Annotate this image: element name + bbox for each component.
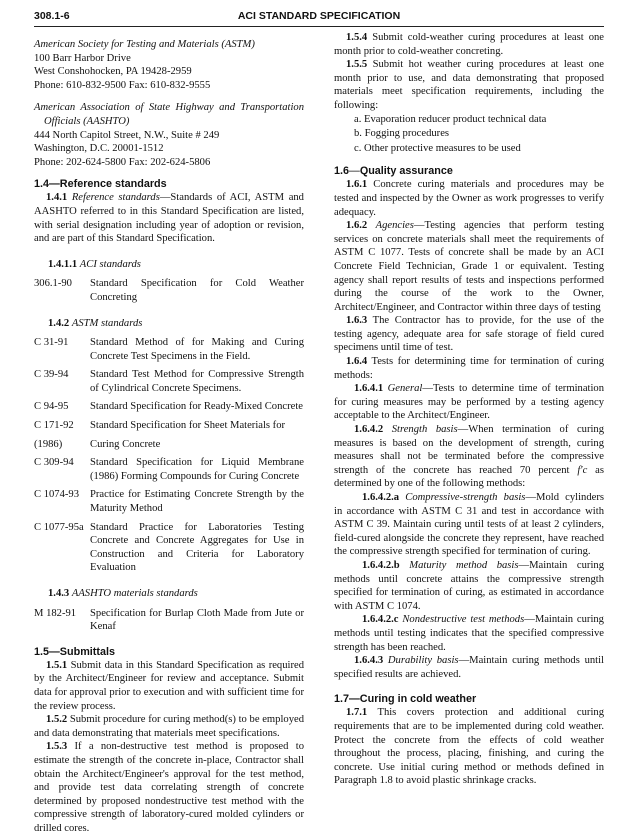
reference-desc: Practice for Estimating Concrete Strength by the Maturity Method — [90, 489, 304, 515]
section-heading-1-7: 1.7—Curing in cold weather — [334, 693, 477, 706]
fc-prime-symbol: f′c — [577, 464, 588, 476]
para-number: 1.5.1 — [46, 659, 68, 671]
address-org: American Association of State Highway and Transportation Officials (AASHTO) — [34, 102, 304, 127]
reference-entry — [34, 438, 304, 452]
paragraph-1-6-1 — [334, 178, 604, 219]
address-line: Washington, D.C. 20001-1512 — [34, 143, 164, 155]
para-text: Concrete curing materials and procedures may be tested and inspected by the Owner as work progresses to verify adequacy. — [334, 179, 604, 218]
paragraph-1-6-4 — [334, 355, 604, 382]
subheading-aci-standards — [48, 258, 304, 272]
reference-desc: Standard Practice for Laboratories Testing Concrete and Concrete Aggregates for Use in Construction and Criteria for Laboratory Evaluation — [90, 521, 304, 574]
reference-desc: Standard Specification for Liquid Membrane (1986) Forming Compounds for Curing Concrete — [90, 457, 304, 482]
paragraph-1-5-3 — [34, 740, 304, 835]
para-number: 1.6.3 — [346, 315, 368, 327]
reference-entry — [34, 400, 304, 414]
para-title: AASHTO materials standards — [71, 588, 198, 599]
reference-entry — [34, 456, 304, 483]
para-text: —Standards of ACI, ASTM and AASHTO referred to in this Standard Specification are listed, with serial designation including year of adoption or revision, and are part of this Standard Specification. — [34, 192, 304, 245]
para-number: 1.6.4.2.a — [362, 492, 400, 503]
para-title: General — [387, 383, 423, 395]
para-number: 1.6.4.2.c — [362, 614, 399, 626]
para-number: 1.4.1.1 — [48, 258, 78, 270]
reference-desc: Specification for Burlap Cloth Made from Jute or Kenaf — [90, 607, 304, 633]
para-number: 1.5.5 — [346, 59, 368, 71]
reference-entry — [34, 488, 304, 515]
reference-entry — [34, 336, 304, 363]
reference-code: M 182-91 — [34, 607, 77, 619]
paragraph-1-4-1 — [34, 191, 304, 245]
paragraph-1-5-5 — [334, 58, 604, 112]
para-title: Maturity method basis — [409, 559, 519, 571]
reference-desc: Standard Specification for Sheet Materials for — [90, 420, 286, 432]
para-text: Submit cold-weather curing procedures at least one month prior to cold-weather concreting. — [334, 32, 604, 57]
paragraph-1-6-3 — [334, 314, 604, 355]
address-astm — [34, 38, 304, 92]
paragraph-1-6-4-2-b — [334, 559, 604, 613]
reference-code: C 39-94 — [34, 369, 69, 381]
paragraph-1-7-1 — [334, 706, 604, 788]
para-title: Nondestructive test methods — [402, 614, 525, 626]
para-number: 1.5.3 — [46, 741, 68, 753]
para-text: The Contractor has to provide, for the use of the testing agency, adequate area for safe storage of field cured specimens until time of test. — [334, 315, 604, 354]
reference-desc: Curing Concrete — [90, 438, 161, 450]
paragraph-1-5-4 — [334, 31, 604, 58]
para-number: 1.6.4.1 — [354, 383, 384, 395]
para-number: 1.5.2 — [46, 714, 68, 726]
list-item: b. Fogging procedures — [354, 128, 450, 140]
section-heading-1-4: 1.4—Reference standards — [34, 178, 167, 191]
section-title: Quality assurance — [359, 165, 453, 178]
reference-desc: Standard Test Method for Compressive Strength of Cylindrical Concrete Specimens. — [90, 369, 304, 394]
paragraph-1-5-2 — [34, 713, 304, 740]
section-number: 1.6 — [334, 165, 350, 178]
para-text: —Maintain curing methods until testing indicates that the specified compressive strength has been reached. — [334, 614, 604, 653]
address-line: 444 North Capitol Street, N.W., Suite # 249 — [34, 129, 220, 141]
para-text: as determined by one of the following methods: — [334, 464, 604, 490]
address-org: American Society for Testing and Materials (ASTM) — [34, 39, 255, 50]
list-item: c. Other protective measures to be used — [354, 142, 521, 154]
reference-code: C 1077-95a — [34, 521, 84, 533]
para-title: Durability basis — [387, 655, 459, 667]
address-line: Phone: 202-624-5800 Fax: 202-624-5806 — [34, 156, 211, 168]
running-title: ACI STANDARD SPECIFICATION — [237, 10, 401, 22]
reference-code: C 309-94 — [34, 457, 74, 469]
address-line: 100 Barr Harbor Drive — [34, 52, 131, 64]
section-dash: — — [349, 165, 360, 178]
para-title: Reference standards — [71, 192, 160, 204]
reference-entry — [34, 277, 304, 304]
para-text: Submit hot weather curing procedures at least one month prior to use, and data demonstrating that proposed materials meet specification requirements, including the following: — [334, 59, 604, 111]
para-title: ASTM standards — [71, 317, 143, 329]
para-number: 1.6.4.2 — [354, 424, 384, 436]
header-rule — [34, 26, 604, 27]
paragraph-1-5-1 — [34, 659, 304, 713]
para-text: —When termination of curing measures is based on the development of strength, curing measures shall not be terminated before the compressive strength of the concrete has reached 70 percent — [334, 424, 605, 476]
para-text: If a non-destructive test method is proposed to estimate the strength of the concrete in-place, Contractor shall obtain the Architect/Engineer's approval for the test method, and provide test data correlating strength of concrete determined by proposed nondestructive test method with the compressive strength of laboratory-cured molded cylinders or drilled cores. — [34, 741, 304, 834]
para-text: Submit procedure for curing method(s) to be employed and data demonstrating that materials meet specifications. — [34, 714, 304, 739]
para-number: 1.6.4.2.b — [362, 559, 400, 571]
para-number: 1.7.1 — [346, 707, 368, 719]
para-title: Agencies — [375, 220, 414, 232]
right-column — [334, 31, 604, 788]
reference-entry — [34, 419, 304, 433]
paragraph-1-6-4-1 — [334, 382, 604, 423]
para-title: ACI standards — [79, 258, 141, 270]
left-column — [34, 38, 304, 836]
subheading-astm-standards — [48, 317, 304, 331]
para-number: 1.4.3 — [48, 588, 70, 599]
list-item: a. Evaporation reducer product technical data — [354, 113, 547, 125]
reference-desc: Standard Specification for Cold Weather Concreting — [90, 278, 304, 303]
reference-code: C 94-95 — [34, 401, 69, 413]
reference-entry — [34, 521, 304, 575]
page-number: 308.1-6 — [34, 10, 70, 22]
para-text: —Testing agencies that perform testing services on concrete materials shall meet the requirements of ASTM C 1077. Tests of concrete shall be made by an ACI Concrete Field Technician, Grade 1 or equivalent. Testing agency shall report results of tests and inspections performed during the course of the work to the Owner, Architect/Engineer, and Contractor within three days of testing — [334, 220, 604, 313]
para-number: 1.4.1 — [46, 192, 68, 204]
para-number: 1.6.4.3 — [354, 655, 384, 667]
para-number: 1.6.4 — [346, 356, 368, 368]
para-number: 1.5.4 — [346, 32, 368, 43]
para-text: This covers protection and additional curing requirements that are to be implemented during cold weather. Protect the concrete from the effects of cold weather throughout the process, placing, finishing, and curing the concrete. Use initial curing method or methods defined in Paragraph 1.8 to avoid plastic shrinkage cracks. — [334, 707, 604, 787]
paragraph-1-6-4-2 — [334, 423, 604, 491]
address-aashto — [34, 101, 304, 169]
address-line: Phone: 610-832-9500 Fax: 610-832-9555 — [34, 79, 211, 91]
subheading-aashto-standards — [48, 587, 304, 601]
paragraph-1-6-4-2-c — [334, 613, 604, 654]
paragraph-1-6-4-3 — [334, 654, 604, 681]
paragraph-1-6-2 — [334, 219, 604, 314]
paragraph-1-6-4-2-a — [334, 491, 604, 559]
reference-entry — [34, 368, 304, 395]
para-number: 1.4.2 — [48, 317, 70, 329]
para-text: Tests for determining time for termination of curing methods: — [334, 356, 604, 381]
reference-code: 306.1-90 — [34, 278, 72, 290]
section-heading-1-6 — [334, 165, 604, 177]
para-text: —Maintain curing methods until specified results are achieved. — [334, 655, 604, 680]
address-line: West Conshohocken, PA 19428-2959 — [34, 66, 192, 78]
para-text: —Tests to determine time of termination for curing measures may be performed by a testing agency acceptable to the Architect/Engineer. — [334, 383, 604, 422]
para-text: —Maintain curing methods until concrete attains the compressive strength specified for termination of curing, as estimated in accordance with ASTM C 1074. — [334, 559, 604, 612]
reference-code: C 31-91 — [34, 337, 69, 349]
para-title: Compressive-strength basis — [405, 492, 526, 503]
reference-code: (1986) — [34, 438, 63, 450]
para-text: —Mold cylinders in accordance with ASTM C 31 and test in accordance with ASTM C 39. Maintain curing until tests of at least 2 cylinders, field-cured alongside the concrete they represent, have reached the compressive strength specified for termination of curing. — [334, 492, 605, 558]
reference-code: C 171-92 — [34, 420, 74, 432]
reference-entry — [34, 607, 304, 634]
section-heading-1-5: 1.5—Submittals — [34, 645, 115, 658]
para-text: Submit data in this Standard Specification as required by the Architect/Engineer for review and acceptance. Submit data for approval prior to execution and with sufficient time for the review process. — [34, 659, 304, 712]
reference-desc: Standard Specification for Ready-Mixed Concrete — [90, 401, 303, 413]
para-number: 1.6.2 — [346, 220, 368, 232]
para-number: 1.6.1 — [346, 179, 368, 191]
para-title: Strength basis — [391, 424, 458, 436]
reference-desc: Standard Method of for Making and Curing Concrete Test Specimens in the Field. — [90, 337, 304, 362]
reference-code: C 1074-93 — [34, 489, 80, 501]
